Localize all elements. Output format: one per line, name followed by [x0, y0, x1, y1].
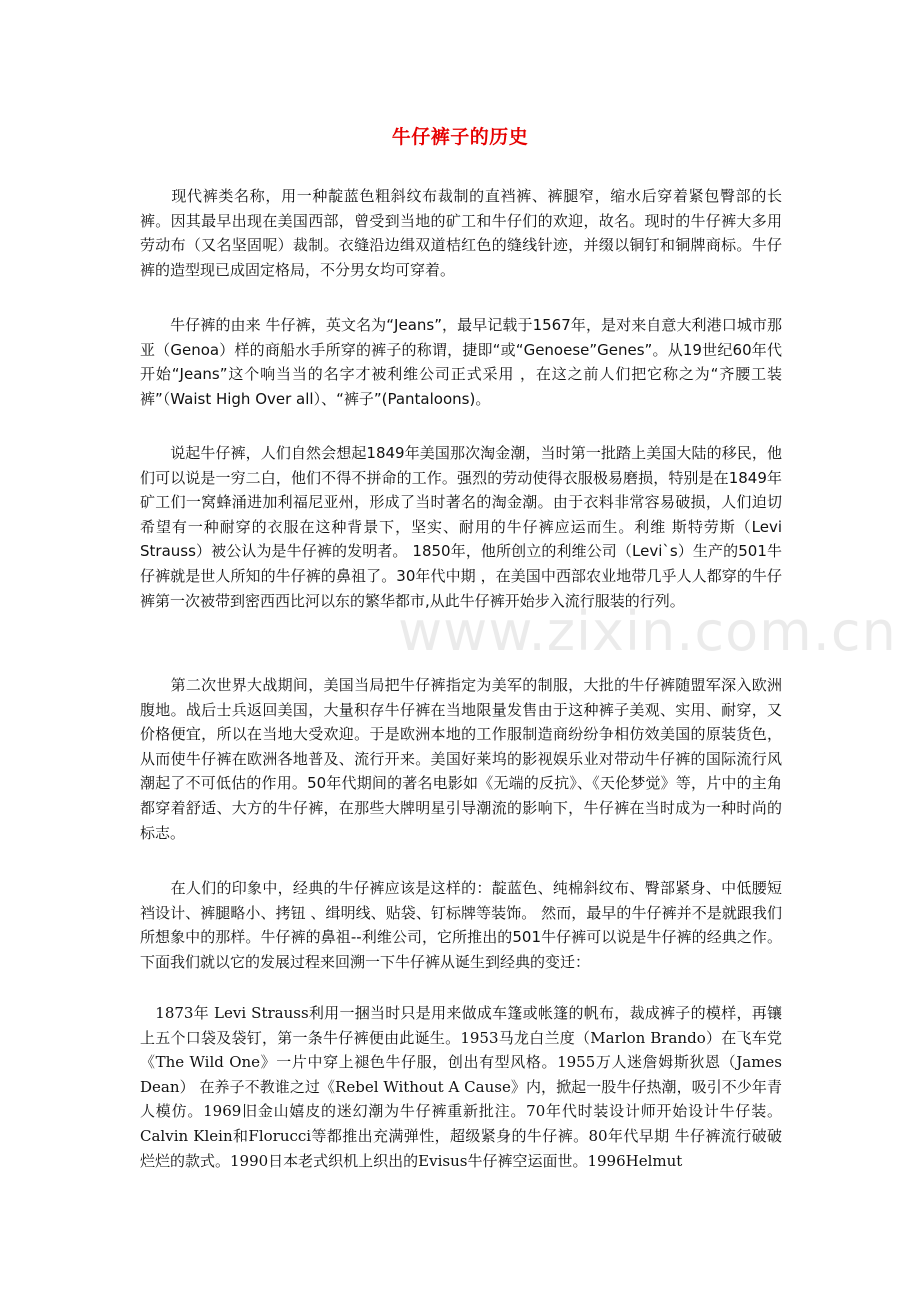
paragraph-classic: 在人们的印象中，经典的牛仔裤应该是这样的：靛蓝色、纯棉斜纹布、臀部紧身、中低腰短裆设计、裤腿略小、拷钮 、缉明线、贴袋、钉标牌等装饰。 然而，最早的牛仔裤并不是就跟我们所想象中的那样。牛仔裤的鼻祖--利维公司，它所推出的501牛仔裤可以说是牛仔裤的经典之作。 下面我们就以它的发展过程来回溯一下牛仔裤从诞生到经典的变迁： [140, 879, 782, 971]
paragraph-origin: 牛仔裤的由来 牛仔裤，英文名为“Jeans”，最早记载于1567年，是对来自意大利港口城市那亚（Genoa）样的商船水手所穿的裤子的称谓，捷即“或“Genoese”Genes”。从19世纪60年代开始“Jeans”这个响当当的名字才被利维公司正式采用 ，在这之前人们把它称之为“齐腰工装裤”（Waist High Over all）、“裤子”(Pantaloons)。 [140, 316, 782, 408]
page-title: 牛仔裤子的历史 [391, 126, 529, 148]
paragraph-timeline: 1873年 Levi Strauss利用一捆当时只是用来做成车篷或帐篷的帆布，裁成裤子的模样，再镶上五个口袋及袋钉，第一条牛仔裤便由此诞生。1953马龙白兰度（Marlon Brando）在飞车党《The Wild One》一片中穿上褪色牛仔服，创出有型风格。1955万人迷詹姆斯狄恩（James Dean） 在养子不教谁之过《Rebel Without A Cause》内，掀起一股牛仔热潮，吸引不少年青人模仿。1969旧金山嬉皮的迷幻潮为牛仔裤重新批注。70年代时装设计师开始设计牛仔装。Calvin Klein和Florucci等都推出充满弹性，超级紧身的牛仔裤。80年代早期 牛仔裤流行破破烂烂的款式。1990日本老式织机上织出的Evisus牛仔裤空运面世。1996Helmut [140, 1004, 782, 1170]
watermark: www.zixin.com.cn [398, 600, 897, 663]
paragraph-intro: 现代裤类名称，用一种靛蓝色粗斜纹布裁制的直裆裤、裤腿窄，缩水后穿着紧包臀部的长裤。因其最早出现在美国西部，曾受到当地的矿工和牛仔们的欢迎，故名。现时的牛仔裤大多用劳动布（又名坚固呢）裁制。衣缝沿边缉双道桔红色的缝线针迹，并缀以铜钉和铜牌商标。牛仔裤的造型现已成固定格局，不分男女均可穿着。 [140, 187, 782, 279]
paragraph-wwii: 第二次世界大战期间，美国当局把牛仔裤指定为美军的制服，大批的牛仔裤随盟军深入欧洲腹地。战后士兵返回美国，大量积存牛仔裤在当地限量发售由于这种裤子美观、实用、耐穿，又价格便宜，所以在当地大受欢迎。于是欧洲本地的工作服制造商纷纷争相仿效美国的原装货色，从而使牛仔裤在欧洲各地普及、流行开来。美国好莱坞的影视娱乐业对带动牛仔裤的国际流行风潮起了不可低估的作用。50年代期间的著名电影如《无端的反抗》、《天伦梦觉》等，片中的主角都穿着舒适、大方的牛仔裤，在那些大牌明星引导潮流的影响下，牛仔裤在当时成为一种时尚的标志。 [140, 676, 782, 842]
paragraph-gold-rush: 说起牛仔裤，人们自然会想起1849年美国那次淘金潮，当时第一批踏上美国大陆的移民，他们可以说是一穷二白，他们不得不拼命的工作。强烈的劳动使得衣服极易磨损，特别是在1849年矿工们一窝蜂涌进加利福尼亚州，形成了当时著名的淘金潮。由于衣料非常容易破损，人们迫切希望有一种耐穿的衣服在这种背景下，坚实、耐用的牛仔裤应运而生。利维 斯特劳斯（Levi Strauss）被公认为是牛仔裤的发明者。 1850年，他所创立的利维公司（Levi`s）生产的501牛仔裤就是世人所知的牛仔裤的鼻祖了。30年代中期 ，在美国中西部农业地带几乎人人都穿的牛仔裤第一次被带到密西西比河以东的繁华都市,从此牛仔裤开始步入流行服装的行列。 [140, 444, 782, 610]
